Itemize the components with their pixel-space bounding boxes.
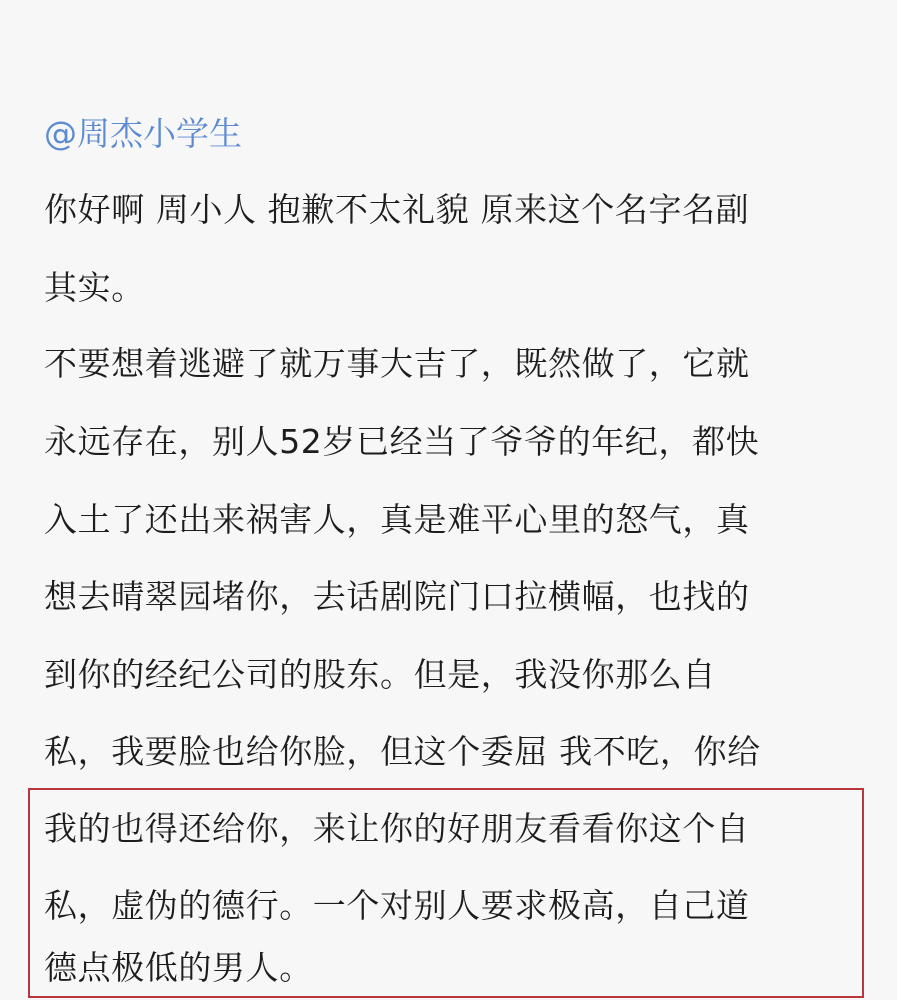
post-text-line: 你好啊 周小人 抱歉不太礼貌 原来这个名字名副	[44, 190, 750, 229]
user-mention-link[interactable]: @周杰小学生	[44, 114, 242, 153]
post-text-line: 入土了还出来祸害人，真是难平心里的怒气，真	[44, 500, 750, 539]
highlight-box	[28, 788, 864, 998]
post-text-line: 私，我要脸也给你脸，但这个委屈 我不吃，你给	[44, 732, 761, 771]
post-text-line: 不要想着逃避了就万事大吉了，既然做了，它就	[44, 344, 750, 383]
post-text-line: 到你的经纪公司的股东。但是，我没你那么自	[44, 655, 716, 694]
post-text-line: 德点极低的男人。	[44, 948, 313, 987]
post-text-line: 想去晴翠园堵你，去话剧院门口拉横幅，也找的	[44, 577, 750, 616]
post-text-line: 我的也得还给你，来让你的好朋友看看你这个自	[44, 809, 750, 848]
post-text-line: 其实。	[44, 268, 145, 307]
post-text-line: 私，虚伪的德行。一个对别人要求极高，自己道	[44, 886, 750, 925]
post-text-line: 永远存在，别人52岁已经当了爷爷的年纪，都快	[44, 422, 760, 461]
